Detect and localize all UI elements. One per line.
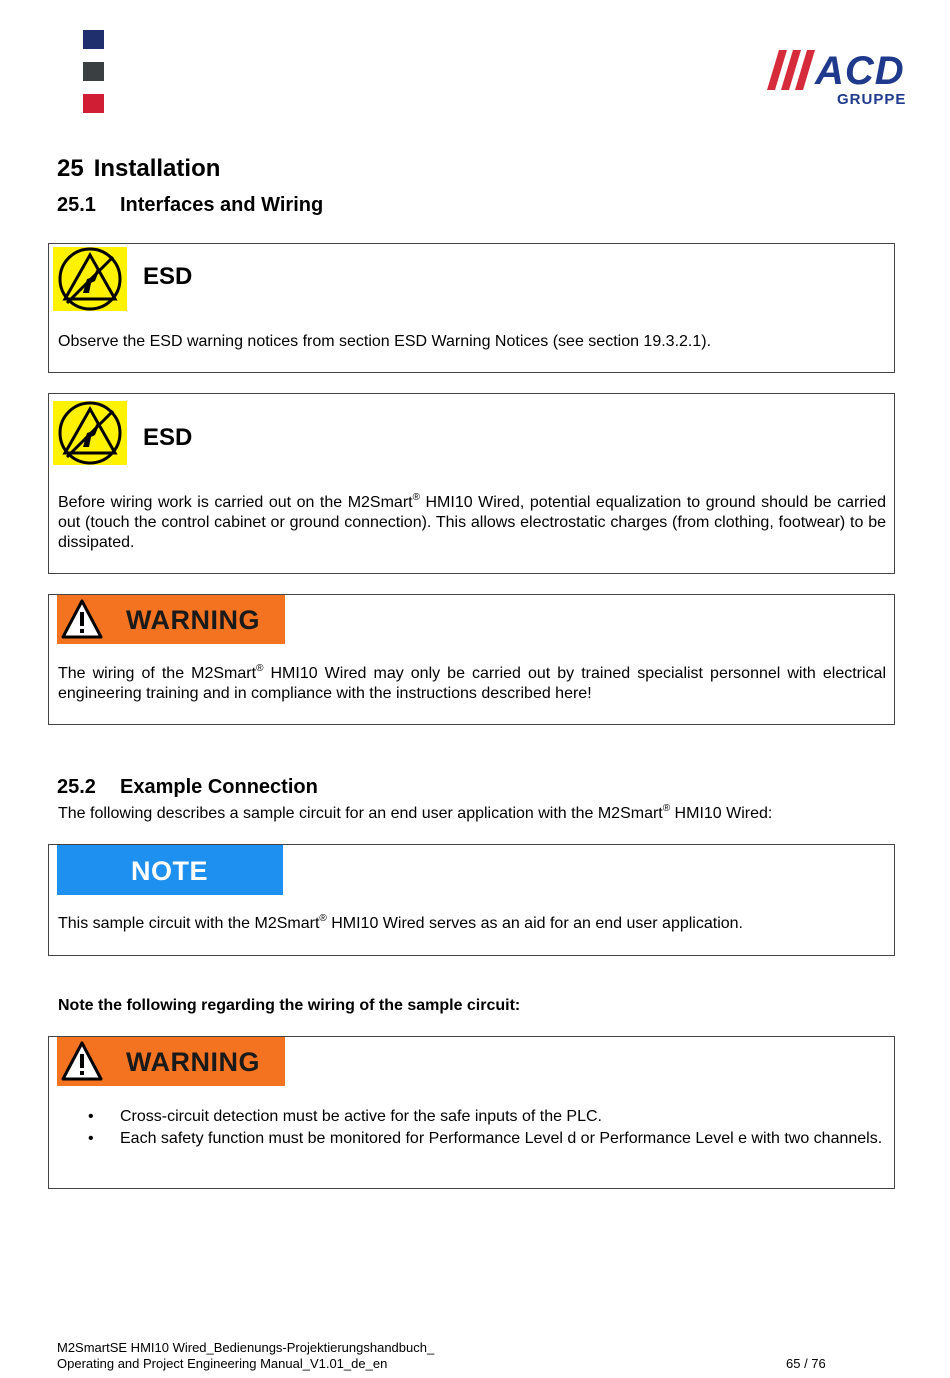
esd-title-1: ESD — [143, 263, 193, 290]
warning-label: WARNING — [126, 1047, 260, 1077]
footer-line-1: M2SmartSE HMI10 Wired_Bedienungs-Projektierungshandbuch_ — [57, 1340, 435, 1355]
warning-banner-1 — [57, 595, 285, 644]
registered-mark: ® — [256, 663, 264, 674]
esd-warning-icon — [53, 247, 127, 311]
section-title: Installation — [93, 155, 221, 182]
warning-banner-2 — [57, 1037, 285, 1086]
subsection-number: 25.1 — [57, 194, 96, 216]
registered-mark: ® — [319, 913, 327, 924]
esd-text-2 — [58, 493, 886, 553]
example-intro — [58, 804, 886, 824]
bullet-marker: • — [88, 1108, 94, 1125]
logo-square-red — [83, 94, 104, 113]
warning-triangle-icon — [60, 598, 104, 641]
subsection-heading-1 — [57, 194, 323, 217]
example-intro-part-b: HMI10 Wired: — [670, 805, 773, 822]
logo-subtext: GRUPPE — [837, 91, 907, 108]
warning-text-1 — [58, 664, 886, 704]
subsection-heading-2 — [57, 776, 318, 799]
logo-square-blue — [83, 30, 104, 49]
subsection-title: Example Connection — [120, 776, 318, 798]
esd-warning-icon — [53, 401, 127, 465]
wiring-note-heading: Note the following regarding the wiring of the sample circuit: — [58, 997, 521, 1014]
warning-label: WARNING — [126, 605, 260, 635]
warning-text-1-part-a: The wiring of the M2Smart — [58, 665, 257, 682]
esd-text-2-part-a: Before wiring work is carried out on the M2Smart — [58, 494, 413, 511]
section-number: 25 — [57, 155, 84, 182]
registered-mark: ® — [662, 803, 671, 814]
warning-text-1-part-b: HMI10 Wired may only be carried out by trained specialist personnel with electrical engineering training and in compliance with the instructions described here! — [58, 665, 887, 702]
note-banner — [57, 845, 283, 895]
esd-text-2-part-b: HMI10 Wired, potential equalization to ground should be carried out (touch the control cabinet or ground connection). This allows electrostatic charges (from clothing, footwear) to be dissipated. — [58, 494, 886, 551]
footer-line-2: Operating and Project Engineering Manual_V1.01_de_en — [57, 1356, 388, 1371]
warning-triangle-icon — [60, 1040, 104, 1083]
page-number: 65 / 76 — [786, 1356, 826, 1371]
logo-text: ACD — [815, 49, 905, 93]
subsection-number: 25.2 — [57, 776, 96, 798]
esd-text-1: Observe the ESD warning notices from section ESD Warning Notices (see section 19.3.2.1). — [58, 333, 712, 350]
logo-square-gray — [83, 62, 104, 81]
esd-title-2: ESD — [143, 424, 193, 451]
warning-bullet-1: Cross-circuit detection must be active for the safe inputs of the PLC. — [120, 1108, 602, 1125]
note-text-part-b: HMI10 Wired serves as an aid for an end user application. — [326, 915, 743, 932]
acd-logo — [765, 48, 920, 110]
subsection-title: Interfaces and Wiring — [120, 194, 324, 216]
bullet-marker: • — [88, 1130, 94, 1147]
example-intro-part-a: The following describes a sample circuit for an end user application with the M2Smart — [58, 805, 663, 822]
note-text-part-a: This sample circuit with the M2Smart — [58, 915, 320, 932]
section-heading — [57, 155, 220, 183]
note-text — [58, 914, 886, 934]
registered-mark: ® — [412, 492, 420, 503]
note-label: NOTE — [131, 856, 209, 886]
warning-bullet-2: Each safety function must be monitored for Performance Level d or Performance Level e with two channels. — [120, 1130, 883, 1147]
